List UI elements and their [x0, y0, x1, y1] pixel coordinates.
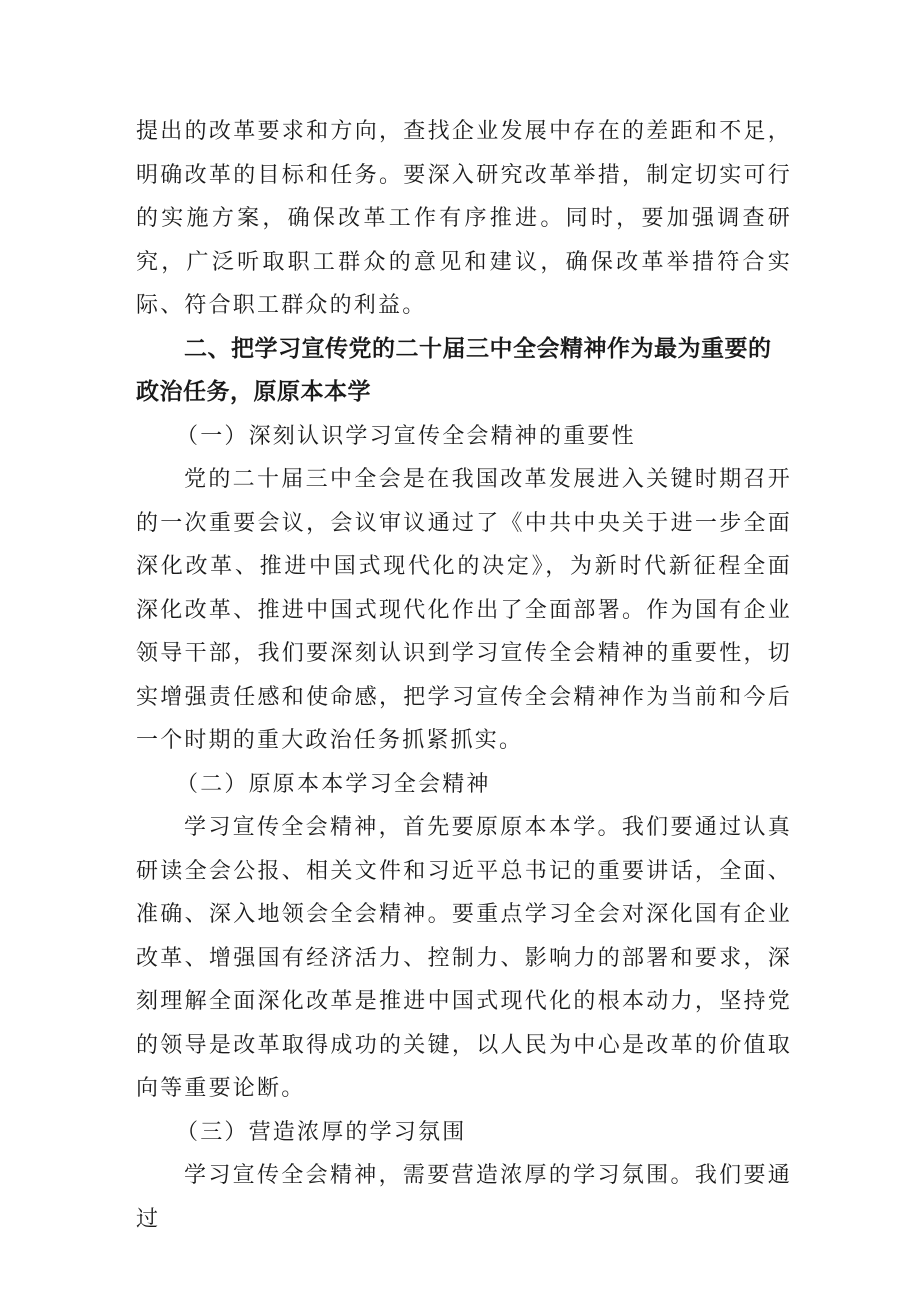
subheading-2: （二）原原本本学习全会精神 — [176, 771, 491, 797]
paragraph-continuation: 提出的改革要求和方向，查找企业发展中存在的差距和不足，明确改革的目标和任务。要深入研究改革举措，制定切实可行的实施方案，确保改革工作有序推进。同时，要加强调查研究，广泛听取职工群众的意见和建议，确保改革举措符合实际、符合职工群众的利益。 — [136, 119, 792, 318]
paragraph-sub-3: 学习宣传全会精神，需要营造浓厚的学习氛围。我们要通过 — [136, 1163, 792, 1232]
subheading-3: （三）营造浓厚的学习氛围 — [176, 1119, 467, 1145]
paragraph-sub-1: 党的二十届三中全会是在我国改革发展进入关键时期召开的一次重要会议，会议审议通过了《中共中央关于进一步全面深化改革、推进中国式现代化的决定》，为新时代新征程全面深化改革、推进中国式现代化作出了全面部署。作为国有企业领导干部，我们要深刻认识到学习宣传全会精神的重要性，切实增强责任感和使命感，把学习宣传全会精神作为当前和今后一个时期的重大政治任务抓紧抓实。 — [136, 467, 792, 753]
document-page — [136, 110, 792, 1241]
subheading-1: （一）深刻认识学习宣传全会精神的重要性 — [176, 423, 636, 449]
paragraph-sub-2: 学习宣传全会精神，首先要原原本本学。我们要通过认真研读全会公报、相关文件和习近平总书记的重要讲话，全面、准确、深入地领会全会精神。要重点学习全会对深化国有企业改革、增强国有经济活力、控制力、影响力的部署和要求，深刻理解全面深化改革是推进中国式现代化的根本动力，坚持党的领导是改革取得成功的关键，以人民为中心是改革的价值取向等重要论断。 — [136, 815, 792, 1101]
section-heading-2: 二、把学习宣传党的二十届三中全会精神作为最为重要的政治任务，原原本本学 — [136, 335, 772, 405]
